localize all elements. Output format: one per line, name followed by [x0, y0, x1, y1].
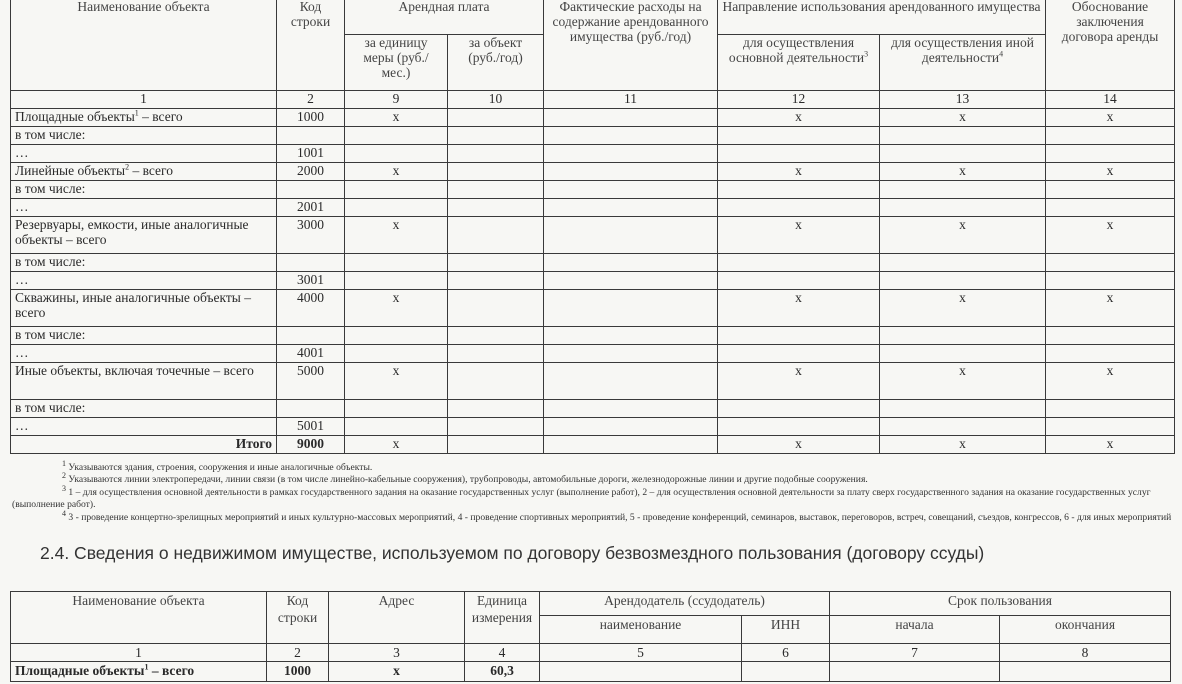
footnote-2-text: Указываются линии электропередачи, линии связи (в том числе линейно-кабельные сооружения), трубопроводы, автомобильные дороги, железнодорожные линии и другие подобные сооружения. [68, 474, 868, 486]
footnote-1: $^1$ Указываются здания, строения, сооружения и иные аналогичные объекты. [62, 458, 373, 473]
cell-expenses [544, 109, 718, 127]
header-justification: Обоснование заключения договора аренды [1046, 0, 1175, 91]
cell-main-activity: x [718, 109, 880, 127]
header-other-activity: для осуществления иной деятельности$^4$ [880, 35, 1046, 91]
footnote-3-text: 1 – для осуществления основной деятельности в рамках государственного задания на оказание государственных услуг (выполнение работ), 2 – для осуществления основной деятельности за плату сверх государственного задания на оказание государственных услуг (выполнение работ). [12, 486, 1151, 511]
footnote-3: $^3$ 1 – для осуществления основной деятельности в рамках государственного задания на оказание государственных услуг (выполнение работ), 2 – для осуществления основной деятельности за плату сверх государственного задания на оказание государственных услуг (выполнение работ). [12, 483, 1151, 511]
row-code: 1001 [277, 145, 345, 163]
header-other-activity-label: для осуществления иной деятельности [891, 35, 1034, 65]
row-name-text: Линейные объекты [15, 163, 126, 178]
table-row [11, 662, 1171, 682]
table-row [11, 181, 1175, 199]
cell-main-activity: x [718, 163, 880, 181]
col-number: 12 [718, 91, 880, 109]
t2-header-unit: Единица измерения [465, 592, 540, 644]
col-number: 7 [830, 644, 1000, 662]
cell-justification: x [1046, 217, 1175, 254]
table-row [11, 418, 1175, 436]
table-row [11, 199, 1175, 217]
cell-other-activity: x [880, 363, 1046, 400]
cell-justification: x [1046, 363, 1175, 400]
header-rent-per-unit: за единицу меры (руб./мес.) [345, 35, 448, 91]
footnote-4: $^4$ 3 - проведение концертно-зрелищных мероприятий и иных культурно-массовых мероприятий, 4 - проведение спортивных мероприятий, 5 - проведение конференций, семинаров, выставок, переговоров, встреч, совещаний, съездов, конгрессов, 6 - для иных мероприятий [62, 508, 1172, 523]
footnote-4-text: 3 - проведение концертно-зрелищных мероприятий и иных культурно-массовых мероприятий, 4 - проведение спортивных мероприятий, 5 - проведение конференций, семинаров, выставок, переговоров, встреч, совещаний, съездов, конгрессов, 6 - для иных мероприятий [68, 511, 1172, 523]
cell-main-activity: x [718, 217, 880, 254]
row-code: 1000 [267, 662, 329, 682]
col-number: 10 [448, 91, 544, 109]
row-name-text: Площадные объекты [15, 109, 135, 124]
row-name-text: Площадные объекты [15, 663, 145, 678]
row-name: Площадные объекты$^1$ – всего [11, 662, 267, 682]
header-direction: Направление использования арендованного имущества [718, 0, 1046, 35]
col-number: 13 [880, 91, 1046, 109]
row-code: 2000 [277, 163, 345, 181]
col-number: 2 [267, 644, 329, 662]
col-number: 1 [11, 644, 267, 662]
footnote-1-text: Указываются здания, строения, сооружения и иные аналогичные объекты. [68, 462, 373, 473]
table-row [11, 290, 1175, 327]
col-number: 2 [277, 91, 345, 109]
t2-header-period: Срок пользования [830, 592, 1171, 616]
row-name: … [11, 418, 277, 436]
cell-main-activity: x [718, 363, 880, 400]
row-name: в том числе: [11, 400, 277, 418]
footnote-2: $^2$ Указываются линии электропередачи, линии связи (в том числе линейно-кабельные сооружения), трубопроводы, автомобильные дороги, железнодорожные линии и другие подобные сооружения. [62, 471, 868, 486]
row-name: … [11, 345, 277, 363]
table-row [11, 254, 1175, 272]
table-row [11, 400, 1175, 418]
cell-justification: x [1046, 109, 1175, 127]
table-row [11, 363, 1175, 400]
cell-rent-per-unit: x [345, 163, 448, 181]
col-number: 6 [742, 644, 830, 662]
row-code: 1000 [277, 109, 345, 127]
cell-rent-per-unit: x [345, 109, 448, 127]
cell-main-activity: x [718, 290, 880, 327]
row-name: в том числе: [11, 181, 277, 199]
col-number: 11 [544, 91, 718, 109]
total-label: Итого [11, 436, 277, 454]
header-object-name: Наименование объекта [11, 0, 277, 91]
row-name: Скважины, иные аналогичные объекты – всего [11, 290, 277, 327]
row-code: 5001 [277, 418, 345, 436]
row-name-suffix: – всего [129, 163, 173, 178]
cell-other-activity: x [880, 217, 1046, 254]
row-name: Иные объекты, включая точечные – всего [11, 363, 277, 400]
row-name-suffix: – всего [148, 663, 195, 678]
cell-justification: x [1046, 290, 1175, 327]
cell-other-activity: x [880, 290, 1046, 327]
row-code: 3000 [277, 217, 345, 254]
t2-header-lessor: Арендодатель (ссудодатель) [540, 592, 830, 616]
cell-justification: x [1046, 436, 1175, 454]
t2-column-numbers-row [11, 644, 1171, 662]
table-row [11, 127, 1175, 145]
cell-other-activity: x [880, 436, 1046, 454]
table-row [11, 327, 1175, 345]
table-row [11, 217, 1175, 254]
t2-header-object-name: Наименование объекта [11, 592, 267, 644]
cell-rent-per-unit: x [345, 217, 448, 254]
header-row-code: Код строки [277, 0, 345, 91]
t2-header-inn: ИНН [742, 616, 830, 644]
t2-header-lessor-name: наименование [540, 616, 742, 644]
column-numbers-row [11, 91, 1175, 109]
row-name: … [11, 272, 277, 290]
row-code: 5000 [277, 363, 345, 400]
t2-header-start: начала [830, 616, 1000, 644]
col-number: 4 [465, 644, 540, 662]
cell-justification: x [1046, 163, 1175, 181]
header-expenses: Фактические расходы на содержание арендованного имущества (руб./год) [544, 0, 718, 91]
table-row [11, 345, 1175, 363]
row-code: 2001 [277, 199, 345, 217]
row-name: в том числе: [11, 327, 277, 345]
col-number: 8 [1000, 644, 1171, 662]
row-name: … [11, 145, 277, 163]
row-name: в том числе: [11, 254, 277, 272]
row-code: 4000 [277, 290, 345, 327]
cell-rent-per-unit: x [345, 436, 448, 454]
row-name: … [11, 199, 277, 217]
header-rent-per-object: за объект (руб./год) [448, 35, 544, 91]
row-code: 4001 [277, 345, 345, 363]
table-row [11, 163, 1175, 181]
t2-header-address: Адрес [329, 592, 465, 644]
col-number: 5 [540, 644, 742, 662]
footnotes [12, 458, 1172, 524]
header-main-activity: для осуществления основной деятельности$^3$ [718, 35, 880, 91]
row-name-suffix: – всего [138, 109, 183, 124]
cell-other-activity: x [880, 163, 1046, 181]
header-main-activity-label: для осуществления основной деятельности [728, 35, 865, 65]
total-row [11, 436, 1175, 454]
table-row [11, 272, 1175, 290]
t2-header-row-code: Код строки [267, 592, 329, 644]
cell-rent-per-object [448, 109, 544, 127]
total-code: 9000 [277, 436, 345, 454]
row-name: Площадные объекты$^1$ – всего [11, 109, 277, 127]
rented-property-table [10, 0, 1175, 454]
row-name: в том числе: [11, 127, 277, 145]
free-use-property-table [10, 591, 1171, 682]
cell-main-activity: x [718, 436, 880, 454]
row-name: Резервуары, емкости, иные аналогичные объекты – всего [11, 217, 277, 254]
col-number: 3 [329, 644, 465, 662]
col-number: 14 [1046, 91, 1175, 109]
t2-header-end: окончания [1000, 616, 1171, 644]
table-row [11, 109, 1175, 127]
row-code: 3001 [277, 272, 345, 290]
cell-address: x [329, 662, 465, 682]
col-number: 9 [345, 91, 448, 109]
col-number: 1 [11, 91, 277, 109]
cell-other-activity: x [880, 109, 1046, 127]
section-title: 2.4. Сведения о недвижимом имуществе, используемом по договору безвозмездного пользования (договору ссуды) [40, 543, 985, 563]
cell-unit: 60,3 [465, 662, 540, 682]
cell-rent-per-unit: x [345, 363, 448, 400]
table-row [11, 145, 1175, 163]
row-name: Линейные объекты$^2$ – всего [11, 163, 277, 181]
header-rent: Арендная плата [345, 0, 544, 35]
cell-rent-per-unit: x [345, 290, 448, 327]
